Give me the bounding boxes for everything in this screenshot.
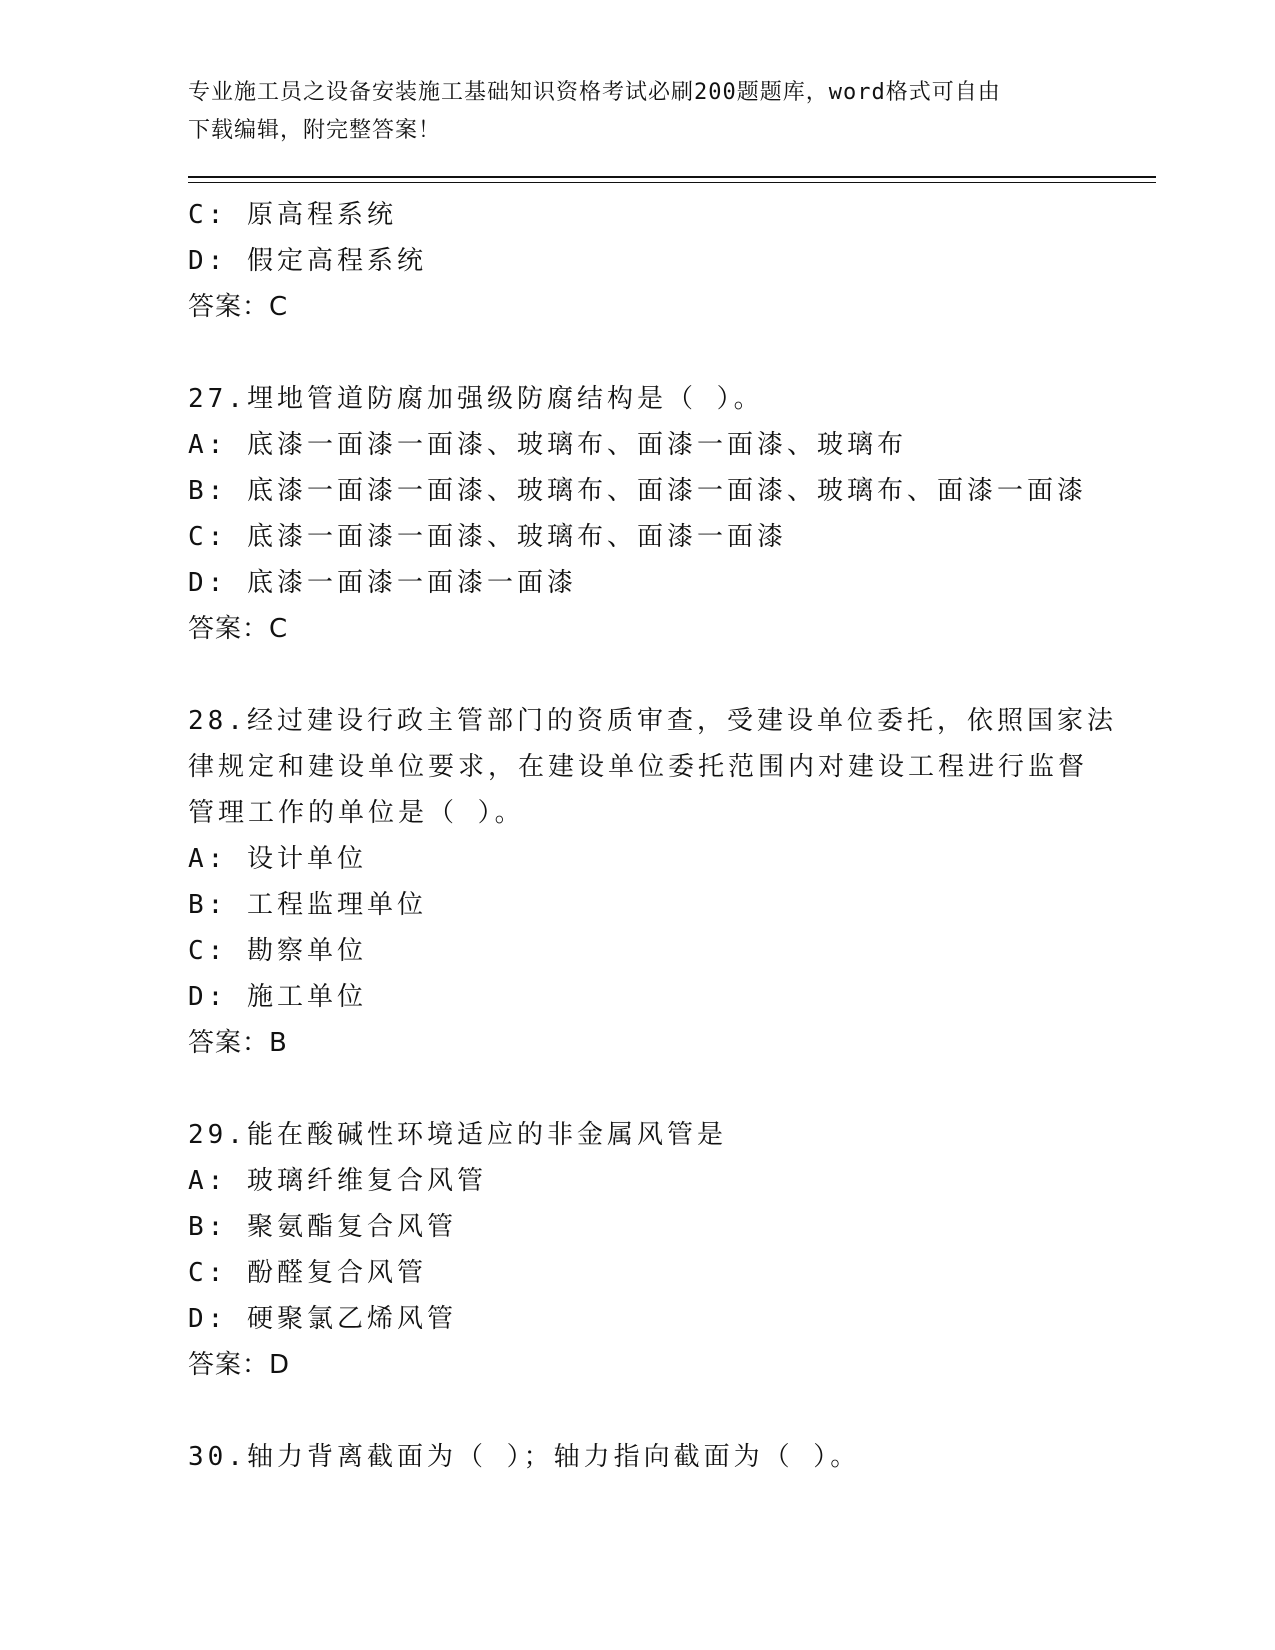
option-a: A: 玻璃纤维复合风管 [188, 1166, 487, 1196]
option-c: C: 酚醛复合风管 [188, 1258, 427, 1288]
answer: 答案：B [188, 1028, 288, 1058]
question-stem-line-1: 28.经过建设行政主管部门的资质审查，受建设单位委托，依照国家法 [188, 706, 1117, 736]
option-c: C: 底漆一面漆一面漆、玻璃布、面漆一面漆 [188, 522, 787, 552]
question-26-tail [188, 192, 1088, 330]
question-list [188, 192, 1117, 1480]
option-d: D: 硬聚氯乙烯风管 [188, 1304, 457, 1334]
header-divider-thin [188, 182, 1156, 183]
answer: 答案：D [188, 1350, 291, 1380]
spacer [188, 1388, 1088, 1434]
question-28 [188, 698, 1117, 1066]
option-a: A: 底漆一面漆一面漆、玻璃布、面漆一面漆、玻璃布 [188, 430, 907, 460]
option-b: B: 工程监理单位 [188, 890, 427, 920]
option-b: B: 底漆一面漆一面漆、玻璃布、面漆一面漆、玻璃布、面漆一面漆 [188, 476, 1087, 506]
header-divider-thick [188, 176, 1156, 178]
question-stem-line-3: 管理工作的单位是（ ）。 [188, 798, 525, 828]
spacer [188, 330, 1088, 376]
document-header [188, 74, 1088, 150]
header-line-2: 下载编辑，附完整答案！ [188, 118, 442, 143]
option-c: C: 勘察单位 [188, 936, 367, 966]
answer: 答案：C [188, 292, 289, 322]
question-stem: 29.能在酸碱性环境适应的非金属风管是 [188, 1120, 727, 1150]
answer: 答案：C [188, 614, 289, 644]
spacer [188, 652, 1088, 698]
question-stem: 27.埋地管道防腐加强级防腐结构是（ ）。 [188, 384, 764, 414]
option-b: B: 聚氨酯复合风管 [188, 1212, 457, 1242]
option-d: D: 底漆一面漆一面漆一面漆 [188, 568, 577, 598]
option-a: A: 设计单位 [188, 844, 367, 874]
question-27 [188, 376, 1088, 652]
question-30 [188, 1434, 1088, 1480]
option-c: C: 原高程系统 [188, 200, 397, 230]
option-d: D: 假定高程系统 [188, 246, 427, 276]
header-line-1: 专业施工员之设备安装施工基础知识资格考试必刷200题题库，word格式可自由 [188, 80, 1001, 105]
option-d: D: 施工单位 [188, 982, 367, 1012]
question-stem: 30.轴力背离截面为（ ）；轴力指向截面为（ ）。 [188, 1442, 861, 1472]
question-29 [188, 1112, 1088, 1388]
spacer [188, 1066, 1088, 1112]
question-stem-line-2: 律规定和建设单位要求，在建设单位委托范围内对建设工程进行监督 [188, 752, 1089, 782]
